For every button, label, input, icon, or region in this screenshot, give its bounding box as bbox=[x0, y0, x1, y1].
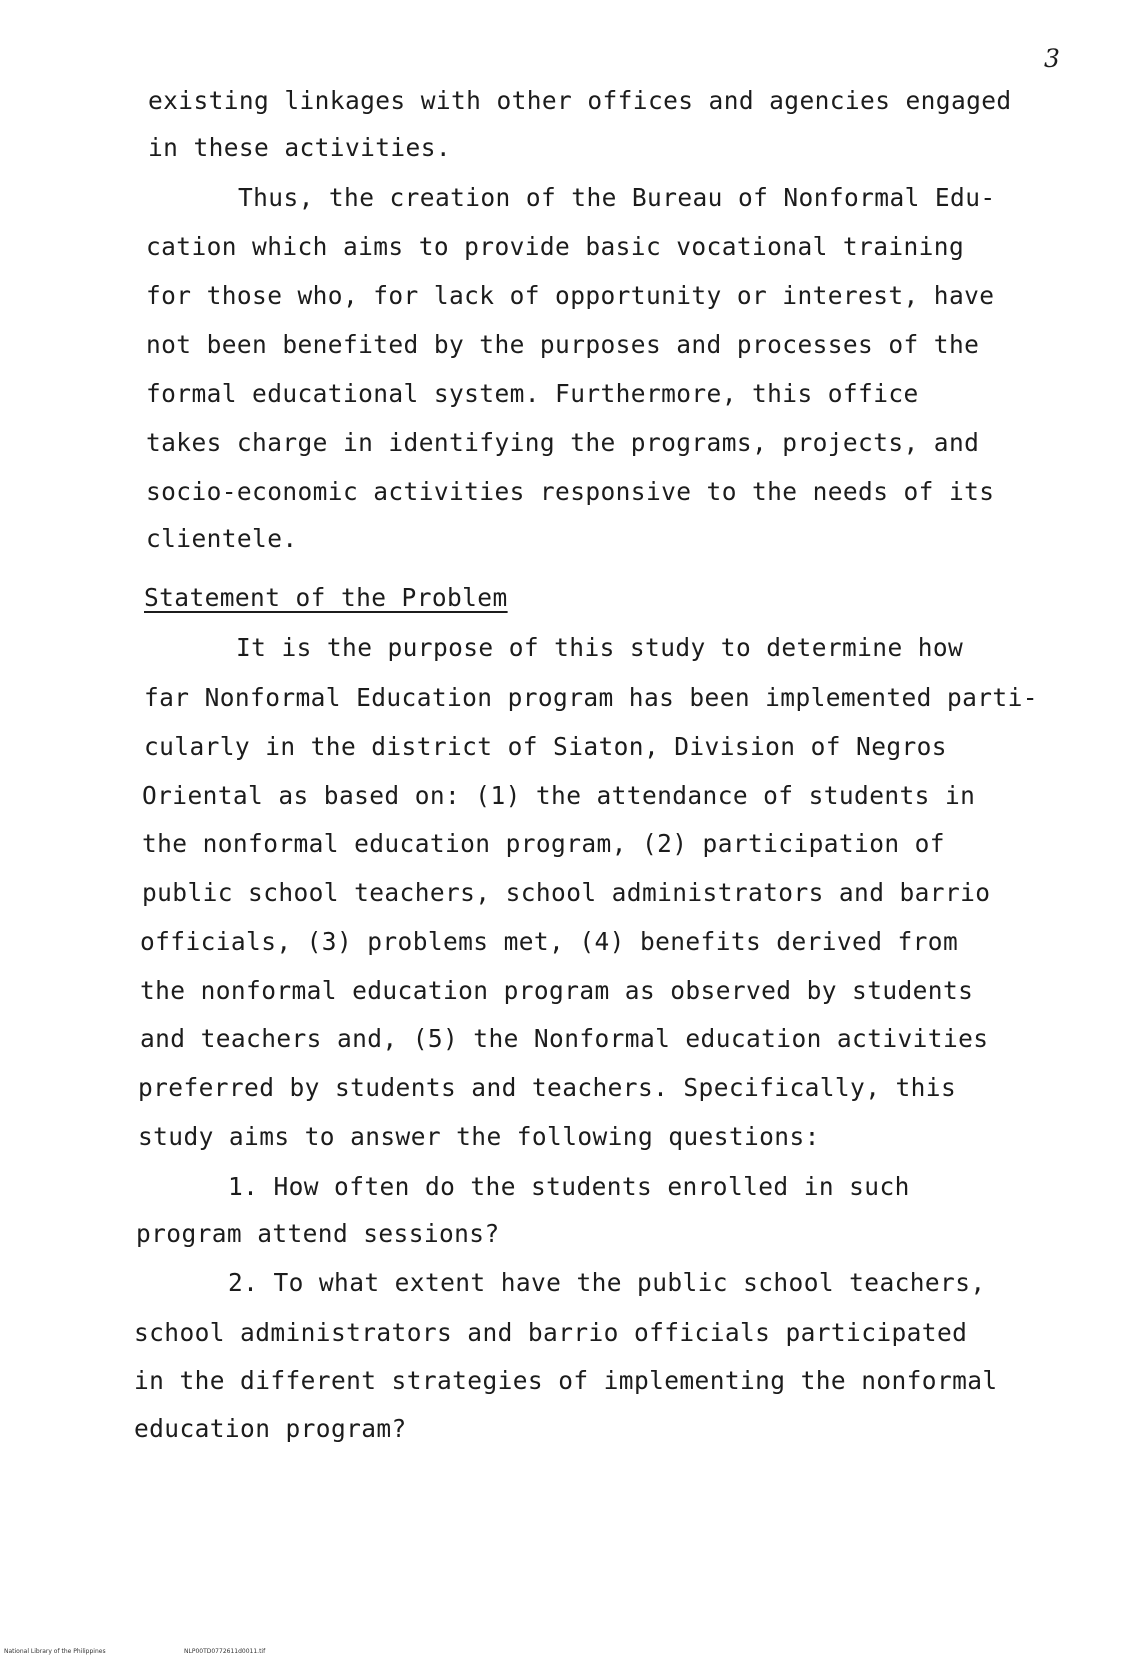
question-line: program attend sessions? bbox=[136, 1219, 500, 1248]
text-line: formal educational system. Furthermore, this office bbox=[146, 379, 919, 408]
question-line: 1. How often do the students enrolled in such bbox=[228, 1172, 910, 1201]
text-line: It is the purpose of this study to determine how bbox=[236, 633, 964, 662]
text-line: clientele. bbox=[146, 524, 298, 553]
text-line: socio-economic activities responsive to the needs of its bbox=[146, 477, 995, 506]
text-line: study aims to answer the following questions: bbox=[138, 1122, 820, 1151]
text-line: the nonformal education program, (2) participation of bbox=[142, 829, 945, 858]
text-line: existing linkages with other offices and agencies engaged bbox=[148, 86, 1012, 115]
footer-filename-text: NLP00TD0772611d0011.tif bbox=[184, 1648, 266, 1655]
question-line: education program? bbox=[134, 1414, 407, 1443]
page-number: 3 bbox=[1044, 44, 1060, 73]
section-heading: Statement of the Problem bbox=[144, 583, 508, 612]
text-line: and teachers and, (5) the Nonformal education activities bbox=[140, 1024, 989, 1053]
question-line: 2. To what extent have the public school teachers, bbox=[228, 1268, 986, 1297]
text-line: far Nonformal Education program has been implemented parti- bbox=[144, 683, 1038, 712]
question-line: school administrators and barrio officials participated bbox=[134, 1318, 968, 1347]
text-line: officials, (3) problems met, (4) benefits derived from bbox=[140, 927, 959, 956]
footer-source-text: National Library of the Philippines bbox=[4, 1648, 106, 1655]
text-line: public school teachers, school administrators and barrio bbox=[142, 878, 991, 907]
text-line: cularly in the district of Siaton, Division of Negros bbox=[144, 732, 947, 761]
text-line: for those who, for lack of opportunity or interest, have bbox=[146, 281, 995, 310]
text-line: in these activities. bbox=[148, 133, 452, 162]
text-line: preferred by students and teachers. Specifically, this bbox=[138, 1073, 957, 1102]
text-line: takes charge in identifying the programs, projects, and bbox=[146, 428, 980, 457]
question-line: in the different strategies of implementing the nonformal bbox=[134, 1366, 998, 1395]
text-line: cation which aims to provide basic vocational training bbox=[146, 232, 965, 261]
text-line: the nonformal education program as observed by students bbox=[140, 976, 974, 1005]
text-line: Thus, the creation of the Bureau of Nonformal Edu- bbox=[238, 183, 996, 212]
text-line: Oriental as based on: (1) the attendance of students in bbox=[142, 781, 976, 810]
text-line: not been benefited by the purposes and processes of the bbox=[146, 330, 980, 359]
